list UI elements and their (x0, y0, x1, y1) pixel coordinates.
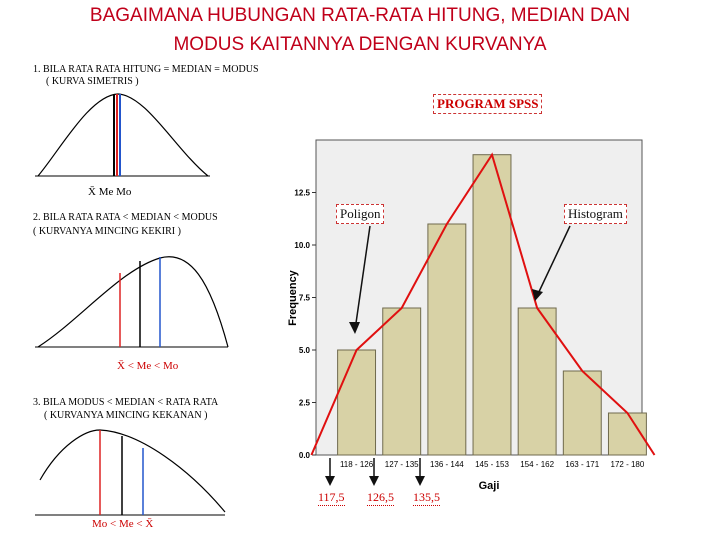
panel-1-subheading: ( KURVA SIMETRIS ) (46, 76, 139, 87)
boundary-arrowhead (369, 476, 379, 486)
histogram-bar (428, 224, 466, 455)
y-tick-label: 5.0 (298, 346, 310, 355)
panel-1-axis-label: X̄ Me Mo (88, 186, 132, 198)
y-tick-label: 2.5 (298, 398, 310, 408)
panel-3-heading: 3. BILA MODUS < MEDIAN < RATA RATA (33, 397, 219, 408)
panel-2-axis-label: X̄ < Me < Mo (117, 360, 179, 372)
y-tick-label: 12.5 (294, 188, 310, 198)
poligon-callout: Poligon (336, 204, 384, 224)
panel-2-subheading: ( KURVANYA MINCING KEKIRI ) (33, 226, 181, 237)
boundary-label-3: 135,5 (413, 490, 440, 504)
y-tick-label: 0.0 (298, 451, 310, 460)
panel-1-heading: 1. BILA RATA RATA HITUNG = MEDIAN = MODUS (33, 64, 259, 75)
x-tick-label: 118 - 126 (339, 460, 374, 469)
y-tick-label: 10.0 (294, 241, 310, 250)
boundary-label-2: 126,5 (367, 490, 394, 504)
x-tick-label: 172 - 180 (610, 460, 645, 469)
x-tick-label: 154 - 162 (520, 460, 555, 469)
spss-banner: PROGRAM SPSS (433, 94, 542, 114)
boundary-arrowhead (415, 476, 425, 486)
panel-2-heading: 2. BILA RATA RATA < MEDIAN < MODUS (33, 212, 218, 223)
y-axis-title: Frequency (287, 270, 299, 326)
boundary-arrowhead (325, 476, 335, 486)
page-title-line-1: BAGAIMANA HUBUNGAN RATA-RATA HITUNG, MEDIAN DAN (89, 5, 631, 26)
x-axis-title: Gaji (478, 480, 500, 492)
histogram-bar (338, 350, 376, 455)
x-tick-label: 163 - 171 (565, 460, 600, 469)
y-tick-label: 7.5 (298, 293, 310, 303)
panel-3-subheading: ( KURVANYA MINCING KEKANAN ) (44, 410, 208, 421)
x-tick-label: 145 - 153 (475, 460, 509, 469)
x-tick-label: 136 - 144 (429, 460, 464, 469)
histogram-bar (518, 308, 556, 455)
histogram-callout: Histogram (564, 204, 627, 224)
panel-3-axis-label: Mo < Me < X̄ (92, 518, 154, 530)
histogram-bar (383, 308, 421, 455)
page-title-line-2: MODUS KAITANNYA DENGAN KURVANYA (173, 34, 547, 55)
boundary-label-1: 117,5 (318, 490, 345, 504)
x-tick-label: 127 - 135 (384, 460, 419, 469)
